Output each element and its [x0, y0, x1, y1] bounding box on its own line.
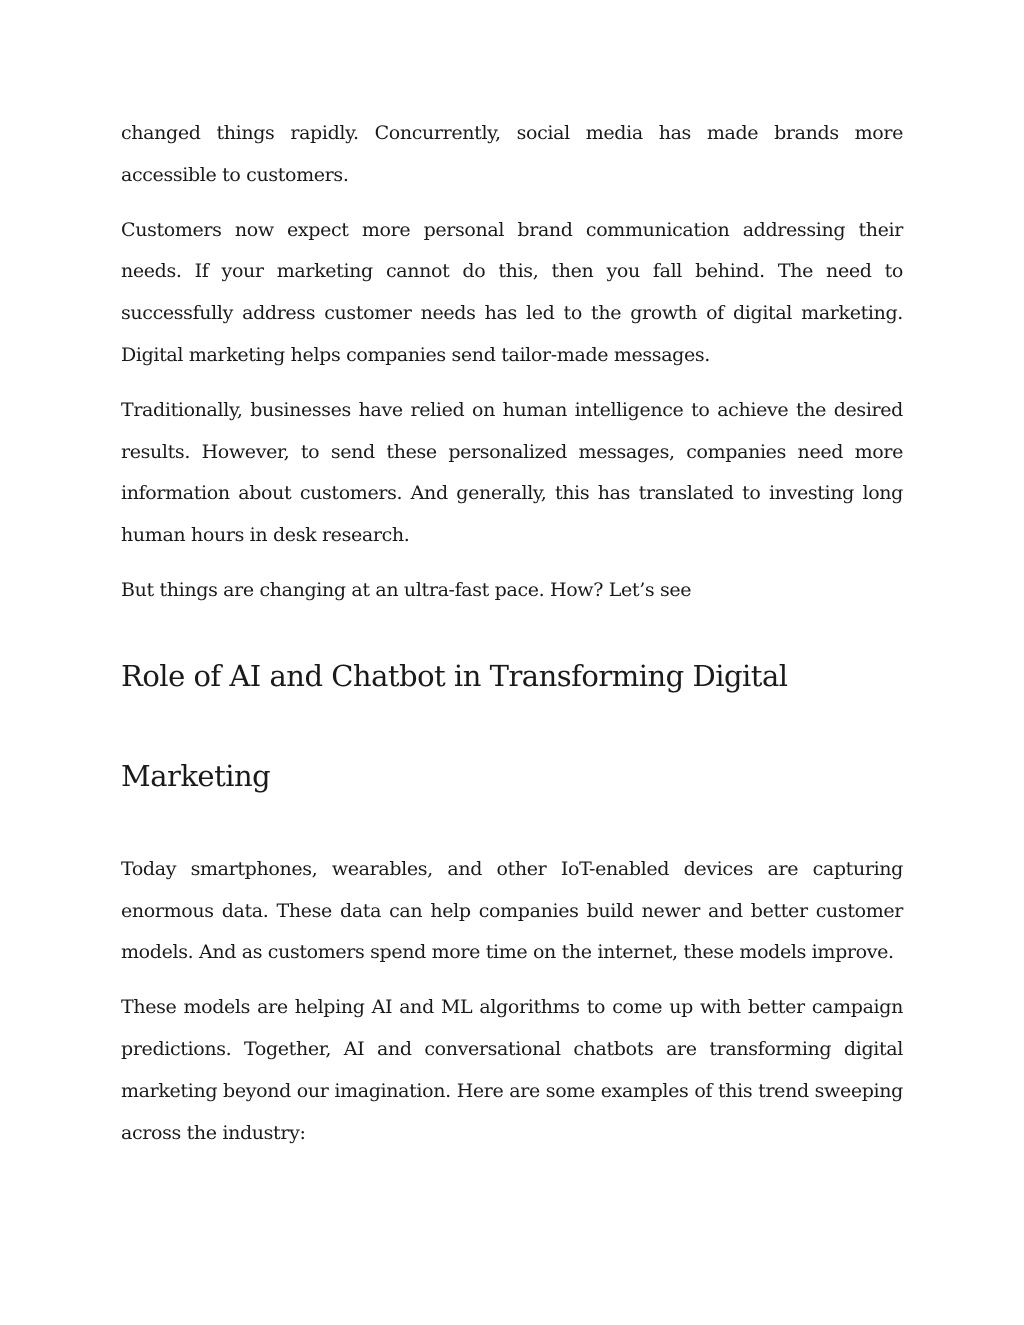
paragraph-section-1: Today smartphones, wearables, and other IoT-enabled devices are capturing enormous data. These data can help companies build newer and better customer models. And as customers spend more time on the internet, these models improve. [121, 857, 903, 964]
paragraph-intro-3: Traditionally, businesses have relied on human intelligence to achieve the desired results. However, to send these personalized messages, companies need more information about customers. And generally, this has translated to investing long human hours in desk research. [121, 398, 903, 547]
paragraph-section-2: These models are helping AI and ML algorithms to come up with better campaign predictions. Together, AI and conversational chatbots are transforming digital marketing beyond our imagination. Here are some examples of this trend sweeping across the industry: [121, 996, 903, 1144]
document-page [121, 113, 903, 1167]
section-heading: Role of AI and Chatbot in Transforming Digital Marketing [121, 658, 788, 793]
paragraph-intro-1: changed things rapidly. Concurrently, social media has made brands more accessible to customers. [121, 122, 903, 186]
paragraph-intro-2: Customers now expect more personal brand communication addressing their needs. If your marketing cannot do this, then you fall behind. The need to successfully address customer needs has led to the growth of digital marketing. Digital marketing helps companies send tailor-made messages. [121, 218, 903, 366]
paragraph-intro-4: But things are changing at an ultra-fast pace. How? Let’s see [121, 578, 692, 601]
